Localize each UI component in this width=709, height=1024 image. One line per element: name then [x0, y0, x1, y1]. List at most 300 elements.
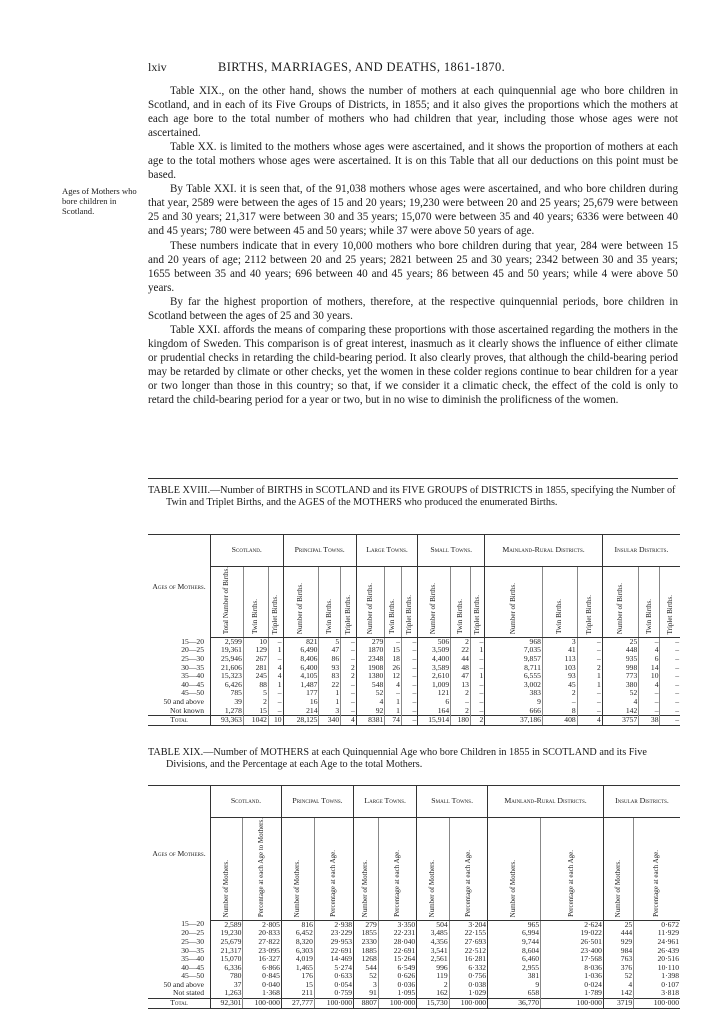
- data-cell: 93: [319, 664, 341, 673]
- paragraph: Table XXI. affords the means of comparing these proportions with those ascertained regarding the mothers in the kingdom of Sweden. This comparison is of great interest, inasmuch as it clearly shows the influence of either climate or prudential checks in retarding the child-bearing period. It also clearly proves, that although the child-bearing period may be retarded by climate or other checks, yet the women in these colder regions continue to bear children for a year or two longer than those in this country; so that, if we consider it a climatic check, the effect of the cold is only to retard the child-bearing period for a year or two, but in no wise to diminish the prolificness of the women.: [148, 323, 678, 407]
- total-row: [148, 716, 680, 726]
- data-cell: 3,002: [485, 681, 543, 690]
- data-cell: –: [341, 689, 357, 698]
- data-cell: 2: [542, 689, 577, 698]
- column-header: [314, 818, 353, 921]
- data-cell: 1·789: [541, 989, 604, 998]
- data-cell: 45: [542, 681, 577, 690]
- group-header: Scotland.: [211, 535, 284, 567]
- data-cell: 48: [451, 664, 471, 673]
- table19-body: [148, 920, 680, 998]
- data-cell: 7,035: [485, 646, 543, 655]
- data-cell: 1: [319, 689, 341, 698]
- data-cell: 1,465: [281, 964, 314, 973]
- group-header: Principal Towns.: [281, 786, 353, 818]
- column-header-label: Triplet Births.: [271, 594, 280, 635]
- paragraph: By far the highest proportion of mothers, therefore, at the respective quinquennial periods, bore children in Scotland between the ages of 25 and 30 years.: [148, 295, 678, 322]
- data-cell: 0·054: [314, 981, 353, 990]
- column-header-label: Percentage at each Age.: [567, 850, 576, 918]
- column-header: [639, 567, 660, 638]
- data-cell: –: [341, 681, 357, 690]
- data-cell: 6,460: [488, 955, 541, 964]
- total-cell: 15,914: [418, 716, 451, 726]
- data-cell: –: [401, 637, 417, 646]
- data-cell: 2: [577, 664, 602, 673]
- total-cell: 100·000: [243, 999, 281, 1009]
- data-cell: 3·818: [634, 989, 680, 998]
- data-cell: 8,406: [283, 655, 319, 664]
- data-cell: 2: [451, 689, 471, 698]
- data-cell: 19,361: [211, 646, 244, 655]
- data-cell: 13: [451, 681, 471, 690]
- data-cell: –: [268, 655, 283, 664]
- column-header: [354, 818, 379, 921]
- data-cell: 39: [211, 698, 244, 707]
- data-cell: 21,317: [211, 947, 243, 956]
- data-cell: –: [639, 707, 660, 716]
- data-cell: 2: [451, 707, 471, 716]
- data-cell: –: [660, 637, 680, 646]
- data-cell: 6,336: [211, 964, 243, 973]
- data-cell: –: [401, 681, 417, 690]
- data-cell: 15·264: [378, 955, 416, 964]
- ages-header: Ages of Mothers.: [148, 535, 211, 638]
- data-cell: 4: [639, 646, 660, 655]
- group-header: Mainland-Rural Districts.: [488, 786, 604, 818]
- data-cell: 0·672: [634, 920, 680, 929]
- total-cell: 74: [385, 716, 402, 726]
- data-cell: –: [660, 655, 680, 664]
- column-header-label: Number of Mothers.: [222, 859, 231, 918]
- data-cell: 6·866: [243, 964, 281, 973]
- data-cell: 998: [602, 664, 638, 673]
- data-cell: 25: [602, 637, 638, 646]
- data-cell: –: [470, 689, 484, 698]
- data-cell: 1908: [356, 664, 385, 673]
- total-cell: –: [660, 716, 680, 726]
- data-cell: –: [660, 681, 680, 690]
- data-cell: 1·368: [243, 989, 281, 998]
- total-row: [148, 999, 680, 1009]
- data-cell: 816: [281, 920, 314, 929]
- column-header: [268, 567, 283, 638]
- total-cell: 92,301: [211, 999, 243, 1009]
- data-cell: 281: [243, 664, 268, 673]
- data-cell: 6,490: [283, 646, 319, 655]
- data-cell: 23·400: [541, 947, 604, 956]
- column-header-label: Triplet Births.: [343, 594, 352, 635]
- data-cell: 2,561: [417, 955, 449, 964]
- data-cell: 5: [319, 637, 341, 646]
- data-cell: 1: [577, 672, 602, 681]
- data-cell: 6,400: [283, 664, 319, 673]
- data-cell: 3: [542, 637, 577, 646]
- column-header: [660, 567, 680, 638]
- column-header: [243, 818, 281, 921]
- data-cell: 773: [602, 672, 638, 681]
- data-cell: 22·691: [378, 947, 416, 956]
- total-cell: 4: [577, 716, 602, 726]
- total-cell: 100·000: [634, 999, 680, 1009]
- data-cell: 41: [542, 646, 577, 655]
- column-header: [470, 567, 484, 638]
- data-cell: 25,946: [211, 655, 244, 664]
- data-cell: 4: [268, 664, 283, 673]
- data-cell: 44: [451, 655, 471, 664]
- data-cell: 2348: [356, 655, 385, 664]
- data-cell: 5: [243, 689, 268, 698]
- column-header-label: Number of Mothers.: [509, 859, 518, 918]
- total-cell: 36,770: [488, 999, 541, 1009]
- column-header-label: Number of Births.: [429, 583, 438, 635]
- data-cell: –: [470, 637, 484, 646]
- data-cell: 15: [385, 646, 402, 655]
- data-cell: 1870: [356, 646, 385, 655]
- total-label: Total: [148, 716, 211, 726]
- column-header-label: Twin Births.: [644, 599, 653, 635]
- column-header: [211, 818, 243, 921]
- data-cell: 10: [639, 672, 660, 681]
- column-header: [385, 567, 402, 638]
- data-cell: 8: [542, 707, 577, 716]
- column-header-label: Number of Births.: [365, 583, 374, 635]
- column-header-label: Triplet Births.: [472, 594, 481, 635]
- data-cell: 6·332: [449, 964, 487, 973]
- column-header: [378, 818, 416, 921]
- data-cell: 214: [283, 707, 319, 716]
- data-cell: 83: [319, 672, 341, 681]
- page-number: lxiv: [148, 60, 167, 74]
- data-cell: 162: [417, 989, 449, 998]
- data-cell: 3,589: [418, 664, 451, 673]
- data-cell: 4,356: [417, 938, 449, 947]
- group-header: Mainland-Rural Districts.: [485, 535, 603, 567]
- data-cell: 4: [268, 672, 283, 681]
- data-cell: –: [577, 637, 602, 646]
- data-cell: 0·040: [243, 981, 281, 990]
- data-cell: 177: [283, 689, 319, 698]
- data-cell: 17·568: [541, 955, 604, 964]
- data-cell: –: [385, 689, 402, 698]
- data-cell: 23·095: [243, 947, 281, 956]
- data-cell: 12: [385, 672, 402, 681]
- column-header-label: Twin Births.: [555, 599, 564, 635]
- data-cell: –: [401, 664, 417, 673]
- data-cell: 1,009: [418, 681, 451, 690]
- data-cell: 2,955: [488, 964, 541, 973]
- age-cell: 20—25: [181, 645, 204, 655]
- data-cell: 1855: [354, 929, 379, 938]
- group-header: Scotland.: [211, 786, 282, 818]
- data-cell: –: [401, 689, 417, 698]
- data-cell: –: [660, 672, 680, 681]
- data-cell: 1: [470, 672, 484, 681]
- data-cell: –: [660, 664, 680, 673]
- age-cell: 15—20: [181, 636, 204, 646]
- data-cell: –: [268, 707, 283, 716]
- column-header-label: Number of Mothers.: [361, 859, 370, 918]
- data-cell: 2,599: [211, 637, 244, 646]
- column-header: [451, 567, 471, 638]
- data-cell: –: [470, 698, 484, 707]
- column-header: [418, 567, 451, 638]
- total-cell: 38: [639, 716, 660, 726]
- column-header-label: Twin Births.: [251, 599, 260, 635]
- age-cell: 50 and above: [163, 696, 204, 706]
- data-cell: 22·231: [378, 929, 416, 938]
- data-cell: 4: [602, 698, 638, 707]
- data-cell: 16·281: [449, 955, 487, 964]
- column-header: [417, 818, 449, 921]
- data-cell: 86: [319, 655, 341, 664]
- age-cell: 25—30: [181, 653, 204, 663]
- data-cell: 25: [603, 920, 633, 929]
- data-cell: 4: [603, 981, 633, 990]
- column-header-label: Triplet Births.: [585, 594, 594, 635]
- data-cell: 22: [319, 681, 341, 690]
- column-header: [243, 567, 268, 638]
- data-cell: 4: [639, 681, 660, 690]
- column-header: [449, 818, 487, 921]
- data-cell: –: [341, 698, 357, 707]
- data-cell: 19,230: [211, 929, 243, 938]
- column-header-label: Percentage at each Age.: [463, 850, 472, 918]
- data-cell: 3·350: [378, 920, 416, 929]
- column-header: [603, 818, 633, 921]
- column-header: [211, 567, 244, 638]
- data-cell: 548: [356, 681, 385, 690]
- data-cell: 376: [603, 964, 633, 973]
- data-cell: 6,994: [488, 929, 541, 938]
- column-header-label: Number of Mothers.: [613, 859, 622, 918]
- data-cell: 4,019: [281, 955, 314, 964]
- data-cell: 2·624: [541, 920, 604, 929]
- data-cell: 10·110: [634, 964, 680, 973]
- data-cell: 968: [485, 637, 543, 646]
- data-cell: –: [470, 707, 484, 716]
- data-cell: 113: [542, 655, 577, 664]
- data-cell: 2: [451, 637, 471, 646]
- column-header-label: Percentage at each Age.: [329, 850, 338, 918]
- data-cell: 11·929: [634, 929, 680, 938]
- ages-header: Ages of Mothers.: [148, 786, 211, 921]
- data-cell: 1: [385, 698, 402, 707]
- total-cell: 2: [470, 716, 484, 726]
- column-header-label: Percentage at each Age to Mothers.: [257, 818, 266, 918]
- data-cell: 176: [281, 972, 314, 981]
- data-cell: 19·022: [541, 929, 604, 938]
- data-cell: 52: [354, 972, 379, 981]
- total-cell: 3719: [603, 999, 633, 1009]
- data-cell: 1: [319, 698, 341, 707]
- total-cell: 100·000: [541, 999, 604, 1009]
- data-cell: 3,485: [417, 929, 449, 938]
- age-cell: 35—40: [181, 954, 204, 964]
- data-cell: 20·833: [243, 929, 281, 938]
- data-cell: –: [470, 681, 484, 690]
- data-cell: 1: [268, 681, 283, 690]
- age-cell: 30—35: [181, 945, 204, 955]
- data-cell: 0·036: [378, 981, 416, 990]
- data-cell: 935: [602, 655, 638, 664]
- data-cell: 0·024: [541, 981, 604, 990]
- data-cell: –: [639, 689, 660, 698]
- data-cell: 0·626: [378, 972, 416, 981]
- data-cell: 9,857: [485, 655, 543, 664]
- column-header-label: Number of Births.: [296, 583, 305, 635]
- column-header-label: Number of Births.: [508, 583, 517, 635]
- data-cell: –: [401, 646, 417, 655]
- data-cell: 6,452: [281, 929, 314, 938]
- age-cell: Not stated: [172, 988, 204, 998]
- column-header-label: Twin Births.: [325, 599, 334, 635]
- data-cell: –: [470, 664, 484, 673]
- column-header-label: Percentage at each Age.: [652, 850, 661, 918]
- data-cell: 103: [542, 664, 577, 673]
- data-cell: 27·822: [243, 938, 281, 947]
- column-header-label: Twin Births.: [388, 599, 397, 635]
- paragraph: Table XX. is limited to the mothers whose ages were ascertained, and it shows the proportion of mothers at each age to the total mothers whose ages were ascertained. It is on this Table that all our deductions on this point must be based.: [148, 141, 678, 182]
- data-cell: –: [542, 698, 577, 707]
- data-cell: 15: [281, 981, 314, 990]
- body-text: [148, 84, 678, 407]
- group-header: Insular Districts.: [603, 786, 680, 818]
- total-cell: 100·000: [314, 999, 353, 1009]
- paragraph: Table XIX., on the other hand, shows the number of mothers at each quinquennial age who bore children in Scotland, and in each of its Five Groups of Districts, in 1855; and it also gives the proportions which the mothers at each age bore to the total number of mothers who had children that year, including those whose ages were not ascertained.: [148, 85, 678, 140]
- data-cell: –: [577, 646, 602, 655]
- data-cell: 1: [470, 646, 484, 655]
- data-cell: 15: [243, 707, 268, 716]
- data-cell: 0·756: [449, 972, 487, 981]
- total-cell: 10: [268, 716, 283, 726]
- data-cell: 1·036: [541, 972, 604, 981]
- data-cell: 2·805: [243, 920, 281, 929]
- data-cell: –: [660, 707, 680, 716]
- data-cell: –: [660, 698, 680, 707]
- data-cell: 0·633: [314, 972, 353, 981]
- data-cell: 26: [385, 664, 402, 673]
- data-cell: 6,555: [485, 672, 543, 681]
- data-cell: –: [401, 707, 417, 716]
- data-cell: 2: [417, 981, 449, 990]
- total-cell: 1042: [243, 716, 268, 726]
- column-header: [281, 818, 314, 921]
- data-cell: 383: [485, 689, 543, 698]
- data-cell: 4,105: [283, 672, 319, 681]
- data-cell: 15,070: [211, 955, 243, 964]
- total-cell: 27,777: [281, 999, 314, 1009]
- data-cell: 1,263: [211, 989, 243, 998]
- age-cell: Not known: [170, 705, 204, 715]
- data-cell: 0·845: [243, 972, 281, 981]
- data-cell: 444: [603, 929, 633, 938]
- column-header-label: Percentage at each Age.: [392, 850, 401, 918]
- column-header: [319, 567, 341, 638]
- data-cell: 26·439: [634, 947, 680, 956]
- data-cell: 4: [385, 681, 402, 690]
- data-cell: 3: [319, 707, 341, 716]
- age-cell: 20—25: [181, 928, 204, 938]
- group-header: Insular Districts.: [602, 535, 680, 567]
- data-cell: –: [385, 637, 402, 646]
- age-cell: 35—40: [181, 671, 204, 681]
- data-cell: 5·274: [314, 964, 353, 973]
- total-cell: 180: [451, 716, 471, 726]
- data-cell: 448: [602, 646, 638, 655]
- data-cell: 929: [603, 938, 633, 947]
- age-cell: 15—20: [181, 919, 204, 929]
- data-cell: –: [451, 698, 471, 707]
- data-cell: 14·469: [314, 955, 353, 964]
- data-cell: 142: [603, 989, 633, 998]
- data-cell: –: [660, 646, 680, 655]
- data-cell: –: [341, 637, 357, 646]
- data-cell: 164: [418, 707, 451, 716]
- data-cell: –: [268, 698, 283, 707]
- table19-caption: TABLE XIX.—Number of MOTHERS at each Quinquennial Age who bore Children in 1855 in SCOTLAND and its Five Divisions, and the Percentage at each Age to the total Mothers.: [148, 747, 647, 771]
- table18-body: [148, 637, 680, 715]
- column-header: [356, 567, 385, 638]
- data-cell: –: [268, 637, 283, 646]
- data-cell: 3,509: [418, 646, 451, 655]
- data-cell: 763: [603, 955, 633, 964]
- data-cell: 2: [243, 698, 268, 707]
- table18: [148, 534, 680, 726]
- total-label: Total: [148, 999, 211, 1009]
- data-cell: 28·040: [378, 938, 416, 947]
- data-cell: 785: [211, 689, 244, 698]
- data-cell: –: [268, 689, 283, 698]
- total-cell: –: [401, 716, 417, 726]
- data-cell: 0·038: [449, 981, 487, 990]
- data-cell: 666: [485, 707, 543, 716]
- data-cell: 1268: [354, 955, 379, 964]
- column-header-label: Total Number of Births.: [222, 567, 231, 635]
- data-cell: 504: [417, 920, 449, 929]
- total-cell: 8807: [354, 999, 379, 1009]
- margin-note: Ages of Mothers who bore children in Scotland.: [62, 186, 137, 216]
- data-cell: 8,320: [281, 938, 314, 947]
- data-cell: –: [341, 646, 357, 655]
- data-cell: 1,487: [283, 681, 319, 690]
- data-cell: 18: [385, 655, 402, 664]
- data-cell: 91: [354, 989, 379, 998]
- data-cell: –: [660, 689, 680, 698]
- data-cell: –: [639, 698, 660, 707]
- data-cell: 24·961: [634, 938, 680, 947]
- section-divider: [148, 478, 678, 479]
- column-header: [488, 818, 541, 921]
- data-cell: 658: [488, 989, 541, 998]
- data-cell: 279: [354, 920, 379, 929]
- age-cell: 30—35: [181, 662, 204, 672]
- total-cell: 100·000: [449, 999, 487, 1009]
- data-cell: –: [577, 689, 602, 698]
- data-cell: 0·107: [634, 981, 680, 990]
- total-cell: 100·000: [378, 999, 416, 1009]
- data-cell: 121: [418, 689, 451, 698]
- data-cell: 14: [639, 664, 660, 673]
- data-cell: 1·029: [449, 989, 487, 998]
- group-header: Large Towns.: [356, 535, 417, 567]
- data-cell: 93: [542, 672, 577, 681]
- data-cell: 2·938: [314, 920, 353, 929]
- age-cell: 25—30: [181, 936, 204, 946]
- data-cell: 780: [211, 972, 243, 981]
- data-cell: 47: [451, 672, 471, 681]
- subheader-row: [148, 567, 680, 638]
- data-cell: –: [401, 672, 417, 681]
